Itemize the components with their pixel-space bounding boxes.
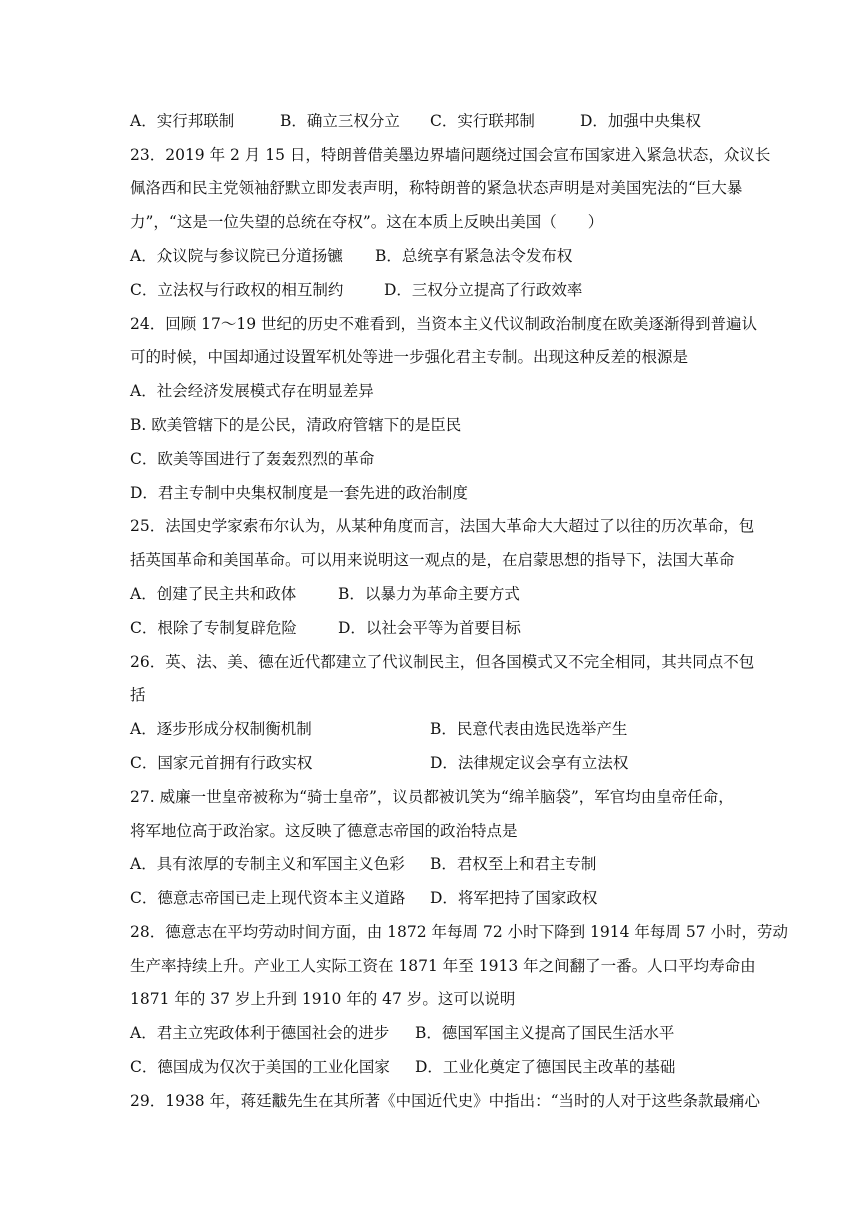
q28-option-d: D．工业化奠定了德国民主改革的基础 <box>415 1058 676 1076</box>
q28-option-a: A．君主立宪政体利于德国社会的进步 <box>130 1024 390 1042</box>
q27-option-d: D．将军把持了国家政权 <box>430 889 598 907</box>
q26-stem-line-1: 26．英、法、美、德在近代都建立了代议制民主，但各国模式又不完全相同，其共同点不包 <box>130 653 755 671</box>
q28-option-c: C．德国成为仅次于美国的工业化国家 <box>130 1058 390 1076</box>
q28-stem-line-3: 1871 年的 37 岁上升到 1910 年的 47 岁。这可以说明 <box>130 990 516 1008</box>
q26-stem-line-2: 括 <box>130 686 146 704</box>
q22-option-d: D．加强中央集权 <box>580 112 701 130</box>
q23-option-d: D．三权分立提高了行政效率 <box>384 281 583 299</box>
q25-option-b: B．以暴力为革命主要方式 <box>338 585 520 603</box>
q24-option-d: D．君主专制中央集权制度是一套先进的政治制度 <box>130 484 468 502</box>
q23-option-c: C．立法权与行政权的相互制约 <box>130 281 344 299</box>
q23-stem-line-2: 佩洛西和民主党领袖舒默立即发表声明，称特朗普的紧急状态声明是对美国宪法的“巨大暴 <box>130 179 743 197</box>
q25-option-c: C．根除了专制复辟危险 <box>130 619 297 637</box>
q23-option-a: A．众议院与参议院已分道扬镳 <box>130 247 343 265</box>
q28-stem-line-2: 生产率持续上升。产业工人实际工资在 1871 年至 1913 年之间翻了一番。人口平均寿命由 <box>130 957 756 975</box>
q23-stem-line-1: 23．2019 年 2 月 15 日，特朗普借美墨边界墙问题绕过国会宣布国家进入紧急状态，众议长 <box>130 146 771 164</box>
q28-option-b: B．德国军国主义提高了国民生活水平 <box>415 1024 675 1042</box>
q26-option-a: A．逐步形成分权制衡机制 <box>130 720 312 738</box>
q24-stem-line-2: 可的时候，中国却通过设置军机处等进一步强化君主专制。出现这种反差的根源是 <box>130 348 689 366</box>
q25-option-a: A．创建了民主共和政体 <box>130 585 297 603</box>
q27-option-a: A．具有浓厚的专制主义和军国主义色彩 <box>130 855 405 873</box>
q26-option-c: C．国家元首拥有行政实权 <box>130 754 313 772</box>
q25-stem-line-1: 25．法国史学家索布尔认为，从某种角度而言，法国大革命大大超过了以往的历次革命，包 <box>130 517 755 535</box>
q22-option-a: A．实行邦联制 <box>130 112 235 130</box>
q24-option-a: A．社会经济发展模式存在明显差异 <box>130 382 374 400</box>
q22-option-b: B．确立三权分立 <box>280 112 400 130</box>
q23-option-b: B．总统享有紧急法令发布权 <box>375 247 573 265</box>
q25-stem-line-2: 括英国革命和美国革命。可以用来说明这一观点的是，在启蒙思想的指导下，法国大革命 <box>130 551 735 569</box>
q29-stem-line-1: 29．1938 年，蒋廷黻先生在其所著《中国近代史》中指出：“当时的人对于这些条款最痛心 <box>130 1092 761 1110</box>
q28-stem-line-1: 28．德意志在平均劳动时间方面，由 1872 年每周 72 小时下降到 1914 年每周 57 小时，劳动 <box>130 923 788 941</box>
q26-option-d: D．法律规定议会享有立法权 <box>430 754 629 772</box>
q24-option-c: C．欧美等国进行了轰轰烈烈的革命 <box>130 450 375 468</box>
q23-stem-line-3: 力”，“这是一位失望的总统在夺权”。这在本质上反映出美国（ ） <box>130 213 604 231</box>
q26-option-b: B．民意代表由选民选举产生 <box>430 720 628 738</box>
q27-option-b: B．君权至上和君主专制 <box>430 855 597 873</box>
q24-option-b: B. 欧美管辖下的是公民，清政府管辖下的是臣民 <box>130 416 462 434</box>
q24-stem-line-1: 24．回顾 17～19 世纪的历史不难看到，当资本主义代议制政治制度在欧美逐渐得到普遍认 <box>130 315 758 333</box>
q27-option-c: C．德意志帝国已走上现代资本主义道路 <box>130 889 406 907</box>
q27-stem-line-1: 27. 威廉一世皇帝被称为“骑士皇帝”，议员都被讥笑为“绵羊脑袋”，军官均由皇帝任命， <box>130 788 734 806</box>
q27-stem-line-2: 将军地位高于政治家。这反映了德意志帝国的政治特点是 <box>130 822 518 840</box>
q25-option-d: D．以社会平等为首要目标 <box>338 619 521 637</box>
q22-option-c: C．实行联邦制 <box>430 112 535 130</box>
